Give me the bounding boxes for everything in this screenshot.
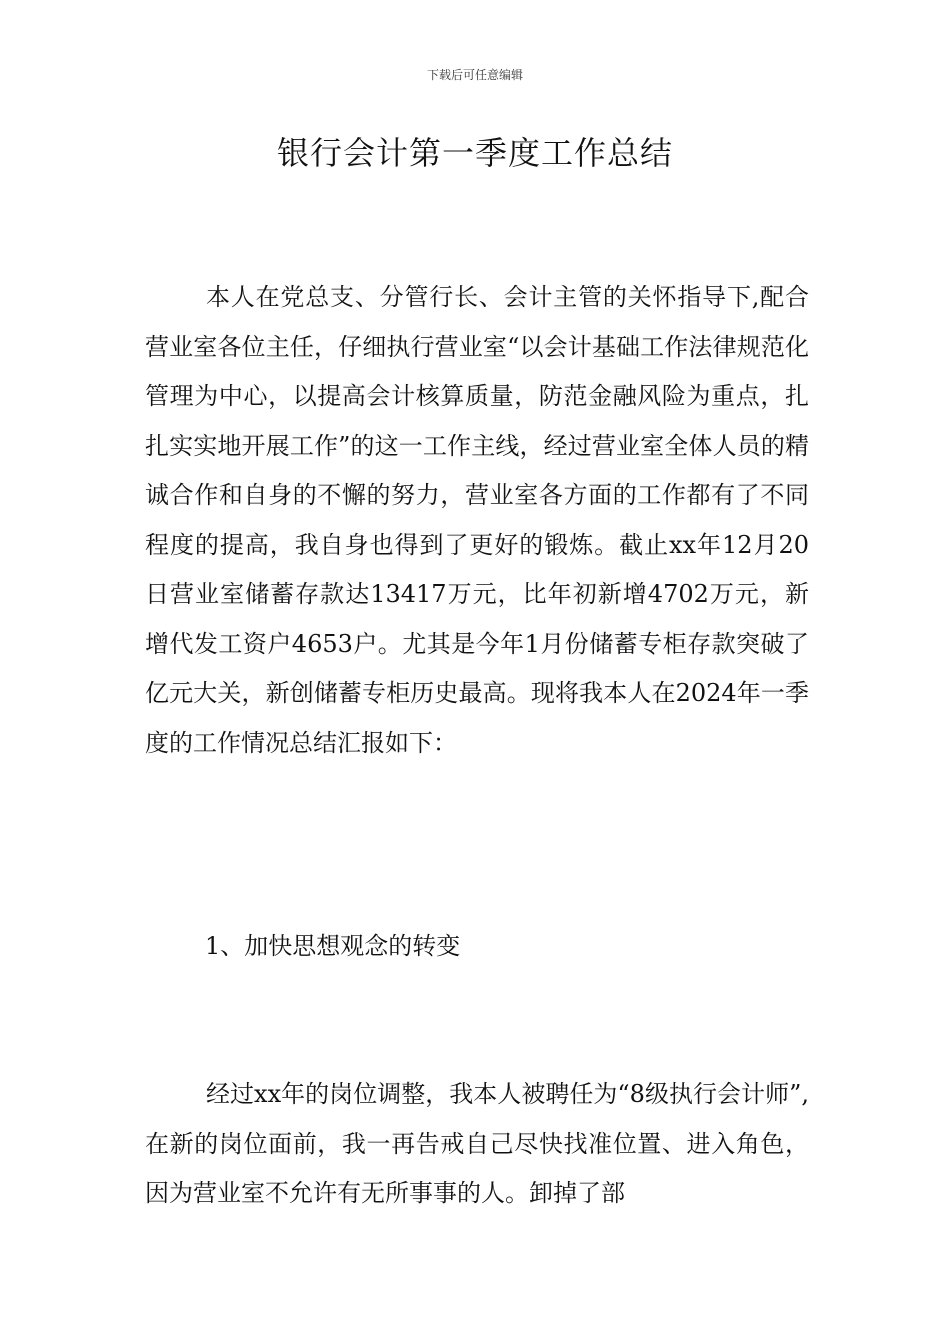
document-title: 银行会计第一季度工作总结 xyxy=(276,134,673,172)
header-note: 下载后可任意编辑 xyxy=(426,68,523,82)
paragraph-intro: 本人在党总支、分管行长、会计主管的关怀指导下,配合营业室各位主任，仔细执行营业室“以会计基础工作法律规范化管理为中心，以提高会计核算质量，防范金融风险为重点，扎扎实实地开展工作”的这一工作主线，经过营业室全体人员的精诚合作和自身的不懈的努力，营业室各方面的工作都有了不同程度的提高，我自身也得到了更好的锻炼。截止xx年12月20日营业室储蓄存款达13417万元，比年初新增4702万元，新增代发工资户4653户。尤其是今年1月份储蓄专柜存款突破了亿元大关，新创储蓄专柜历史最高。现将我本人在2024年一季度的工作情况总结汇报如下： xyxy=(145,283,809,757)
section-heading: 1、加快思想观念的转变 xyxy=(205,932,461,960)
paragraph-section-1: 经过xx年的岗位调整，我本人被聘任为“8级执行会计师”,在新的岗位面前，我一再告戒自己尽快找准位置、进入角色，因为营业室不允许有无所事事的人。卸掉了部 xyxy=(145,1080,809,1207)
